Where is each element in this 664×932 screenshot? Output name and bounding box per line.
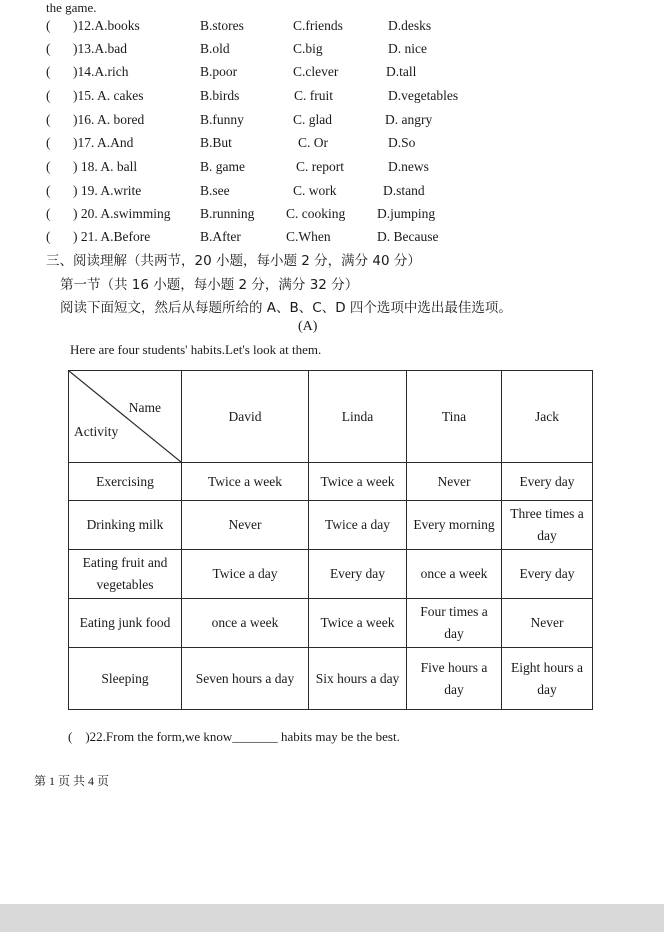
viewer-bottom-bar <box>0 904 664 932</box>
frequency-cell: Never <box>407 463 502 501</box>
passage-label: (A) <box>298 319 318 334</box>
frequency-cell: Three times a day <box>502 501 593 550</box>
frequency-cell: Every day <box>502 463 593 501</box>
option-c: C. Or <box>298 135 328 150</box>
frequency-cell: Twice a day <box>309 501 407 550</box>
option-a: ) 20. A.swimming <box>73 206 171 221</box>
frequency-cell: Every morning <box>407 501 502 550</box>
option-d: D.jumping <box>377 206 436 221</box>
answer-paren: ( <box>46 112 51 127</box>
table-row <box>69 463 593 501</box>
answer-paren: ( <box>46 206 51 221</box>
option-a: )14.A.rich <box>73 64 129 79</box>
part-heading: 第一节（共 16 小题，每小题 2 分，满分 32 分） <box>60 277 359 293</box>
question-row <box>0 18 664 40</box>
activity-cell: Eating fruit and vegetables <box>69 550 182 599</box>
answer-paren: ( <box>46 135 51 150</box>
diagonal-line <box>69 371 181 462</box>
answer-paren: ( <box>46 183 51 198</box>
question-row <box>0 135 664 157</box>
option-a: )17. A.And <box>73 135 134 150</box>
option-b: B.funny <box>200 112 244 127</box>
option-a: )16. A. bored <box>73 112 145 127</box>
option-c: C.big <box>293 41 323 56</box>
option-c: C.friends <box>293 18 343 33</box>
answer-paren: ( <box>46 159 51 174</box>
answer-paren: ( <box>68 729 73 744</box>
option-a: ) 18. A. ball <box>73 159 138 174</box>
habits-table <box>68 370 593 710</box>
table-header-row <box>69 371 593 463</box>
name-header: David <box>182 371 309 463</box>
name-header: Linda <box>309 371 407 463</box>
corner-name-label: Name <box>128 400 161 415</box>
question-row <box>0 229 664 251</box>
option-c: C. work <box>293 183 337 198</box>
question-row <box>0 41 664 63</box>
corner-cell <box>69 371 182 463</box>
question-row <box>0 183 664 205</box>
option-d: D. nice <box>388 41 427 56</box>
option-d: D.news <box>388 159 429 174</box>
name-header: Jack <box>502 371 593 463</box>
option-d: D.So <box>388 135 416 150</box>
option-c: C. fruit <box>294 88 333 103</box>
question-row <box>0 64 664 86</box>
option-b: B.see <box>200 183 230 198</box>
option-b: B.old <box>200 41 230 56</box>
activity-cell: Eating junk food <box>69 599 182 648</box>
option-a: )15. A. cakes <box>73 88 144 103</box>
frequency-cell: Twice a week <box>309 463 407 501</box>
option-b: B.poor <box>200 64 238 79</box>
question-row <box>0 159 664 181</box>
option-c: C. glad <box>293 112 332 127</box>
option-a: )12.A.books <box>73 18 140 33</box>
option-a: )13.A.bad <box>73 41 127 56</box>
option-b: B.After <box>200 229 241 244</box>
question-22 <box>68 729 400 745</box>
frequency-cell: Twice a week <box>309 599 407 648</box>
corner-activity-label: Activity <box>74 424 119 439</box>
frequency-cell: Every day <box>309 550 407 599</box>
question-text: )22.From the form,we know_______ habits may be the best. <box>85 729 400 744</box>
option-c: C.When <box>286 229 331 244</box>
answer-paren: ( <box>46 64 51 79</box>
option-d: D.stand <box>383 183 425 198</box>
continuation-line: the game. <box>46 0 97 15</box>
frequency-cell: Five hours a day <box>407 648 502 710</box>
question-row <box>0 112 664 134</box>
frequency-cell: Twice a week <box>182 463 309 501</box>
option-d: D.desks <box>388 18 432 33</box>
frequency-cell: Never <box>502 599 593 648</box>
frequency-cell: once a week <box>182 599 309 648</box>
option-c: C.clever <box>293 64 339 79</box>
frequency-cell: Four times a day <box>407 599 502 648</box>
table-row <box>69 648 593 710</box>
option-b: B.But <box>200 135 232 150</box>
instruction-text: 阅读下面短文，然后从每题所给的 A、B、C、D 四个选项中选出最佳选项。 <box>60 300 512 316</box>
option-b: B.running <box>200 206 255 221</box>
activity-cell: Exercising <box>69 463 182 501</box>
table-row <box>69 599 593 648</box>
question-row <box>0 88 664 110</box>
frequency-cell: Eight hours a day <box>502 648 593 710</box>
option-d: D.vegetables <box>388 88 459 103</box>
option-b: B. game <box>200 159 245 174</box>
frequency-cell: Every day <box>502 550 593 599</box>
option-d: D. Because <box>377 229 439 244</box>
passage-intro: Here are four students' habits.Let's look at them. <box>70 342 322 357</box>
frequency-cell: Six hours a day <box>309 648 407 710</box>
table-row <box>69 550 593 599</box>
option-d: D. angry <box>385 112 433 127</box>
frequency-cell: Never <box>182 501 309 550</box>
option-a: ) 19. A.write <box>73 183 142 198</box>
question-row <box>0 206 664 228</box>
option-c: C. cooking <box>286 206 346 221</box>
frequency-cell: Twice a day <box>182 550 309 599</box>
answer-paren: ( <box>46 229 51 244</box>
frequency-cell: once a week <box>407 550 502 599</box>
table-row <box>69 501 593 550</box>
answer-paren: ( <box>46 41 51 56</box>
name-header: Tina <box>407 371 502 463</box>
frequency-cell: Seven hours a day <box>182 648 309 710</box>
option-d: D.tall <box>386 64 417 79</box>
page-footer: 第 1 页 共 4 页 <box>34 774 110 788</box>
activity-cell: Drinking milk <box>69 501 182 550</box>
section-heading: 三、阅读理解（共两节，20 小题，每小题 2 分，满分 40 分） <box>46 253 421 269</box>
option-b: B.birds <box>200 88 240 103</box>
option-b: B.stores <box>200 18 244 33</box>
answer-paren: ( <box>46 18 51 33</box>
activity-cell: Sleeping <box>69 648 182 710</box>
option-a: ) 21. A.Before <box>73 229 151 244</box>
option-c: C. report <box>296 159 344 174</box>
answer-paren: ( <box>46 88 51 103</box>
